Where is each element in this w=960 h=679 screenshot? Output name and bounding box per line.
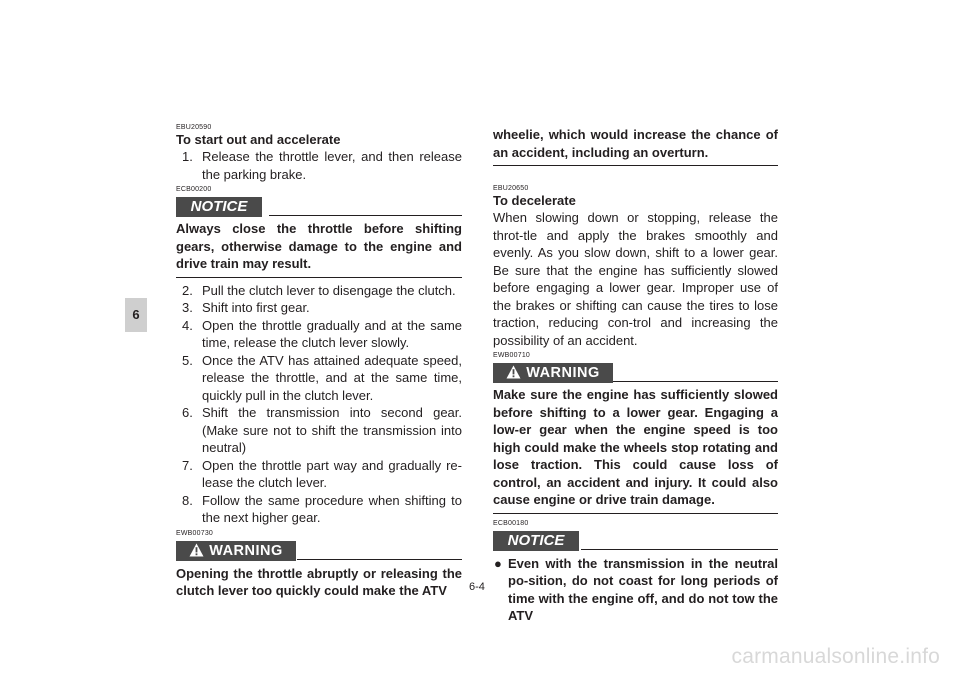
step-text: Once the ATV has attained adequate speed, release the throttle, and at the same time, quickly pull in the clutch lever. — [202, 352, 462, 403]
right-column — [493, 126, 778, 625]
step-item — [176, 299, 462, 317]
step-text: Release the throttle lever, and then release the parking brake. — [202, 149, 462, 182]
warning-triangle-icon — [189, 543, 204, 557]
section-heading: To start out and accelerate — [176, 132, 341, 147]
step-item — [176, 404, 462, 457]
step-number: 8. — [182, 492, 193, 508]
step-number: 7. — [182, 457, 193, 473]
warning-header — [176, 540, 462, 562]
step-item — [176, 352, 462, 405]
step-number: 2. — [182, 282, 193, 298]
warning-code: EWB00710 — [493, 352, 531, 359]
steps-list — [176, 282, 462, 527]
notice-code: ECB00180 — [493, 519, 529, 527]
step-text: Follow the same procedure when shifting to the next higher gear. — [202, 492, 462, 525]
step-item — [176, 282, 462, 300]
notice-header — [176, 196, 462, 218]
warning-badge — [493, 363, 613, 383]
notice-bullet-item — [493, 555, 778, 625]
step-number: 6. — [182, 405, 193, 420]
warning-label: WARNING — [526, 365, 600, 381]
step-text: Pull the clutch lever to disengage the clutch. — [202, 282, 456, 298]
step-text: Open the throttle gradually and at the same time, release the clutch lever slowly. — [202, 317, 462, 350]
body-text: When slowing down or stopping, release the throt-tle and apply the brakes smoothly and evenly. As you slow down, shift to a lower gear. Be sure that the engine has sufficiently slowed before engaging a lower gear. Improper use of the brakes or shifting can cause the tires to lose traction, reducing con-trol and increasing the possibility of an accident. — [493, 210, 778, 348]
section-heading: To decelerate — [493, 193, 576, 208]
steps-list-start — [176, 148, 462, 183]
warning-text: Make sure the engine has sufficiently slowed before shifting to a lower gear. Engaging a low-er gear when the engine speed is too high could make the wheels stop rotating and lose traction. This could cause loss of control, an accident and injury. It could also cause engine or drive train damage. — [493, 386, 778, 514]
warning-label: WARNING — [209, 542, 283, 559]
bullet-icon: ● — [494, 555, 502, 571]
step-item — [176, 148, 462, 183]
warning-header — [493, 362, 778, 384]
step-item — [176, 457, 462, 492]
warning-text: Opening the throttle abruptly or releasing the clutch lever too quickly could make the ATV — [176, 565, 462, 598]
left-column — [176, 124, 462, 600]
section-code: EBU20650 — [493, 185, 529, 192]
notice-badge: NOTICE — [493, 531, 579, 551]
step-number: 1. — [182, 149, 193, 164]
step-number: 4. — [182, 317, 193, 333]
notice-header — [493, 530, 778, 552]
step-item — [176, 317, 462, 352]
watermark: carmanualsonline.info — [731, 645, 940, 668]
notice-text: Even with the transmission in the neutral po-sition, do not coast for long periods of time with the engine off, and do not tow the ATV — [508, 555, 778, 623]
warning-text-continued: wheelie, which would increase the chance of an accident, including an overturn. — [493, 126, 778, 166]
warning-triangle-icon — [506, 365, 521, 379]
chapter-tab: 6 — [125, 298, 147, 332]
notice-rule — [581, 549, 778, 550]
step-text: Open the throttle part way and gradually re-lease the clutch lever. — [202, 457, 462, 490]
warning-code: EWB00730 — [176, 529, 214, 537]
notice-rule — [269, 215, 462, 216]
section-code: EBU20590 — [176, 124, 212, 131]
warning-rule — [297, 559, 462, 560]
step-item — [176, 492, 462, 527]
page-number: 6-4 — [469, 581, 485, 593]
notice-code: ECB00200 — [176, 186, 212, 193]
warning-rule — [613, 381, 778, 382]
notice-badge: NOTICE — [176, 197, 262, 217]
step-number: 3. — [182, 300, 193, 315]
step-text: Shift into first gear. — [202, 300, 310, 315]
notice-text: Always close the throttle before shifting gears, otherwise damage to the engine and drive train may result. — [176, 220, 462, 278]
step-number: 5. — [182, 352, 193, 368]
step-text: Shift the transmission into second gear. (Make sure not to shift the transmission into neutral) — [202, 405, 462, 455]
warning-badge — [176, 541, 296, 561]
